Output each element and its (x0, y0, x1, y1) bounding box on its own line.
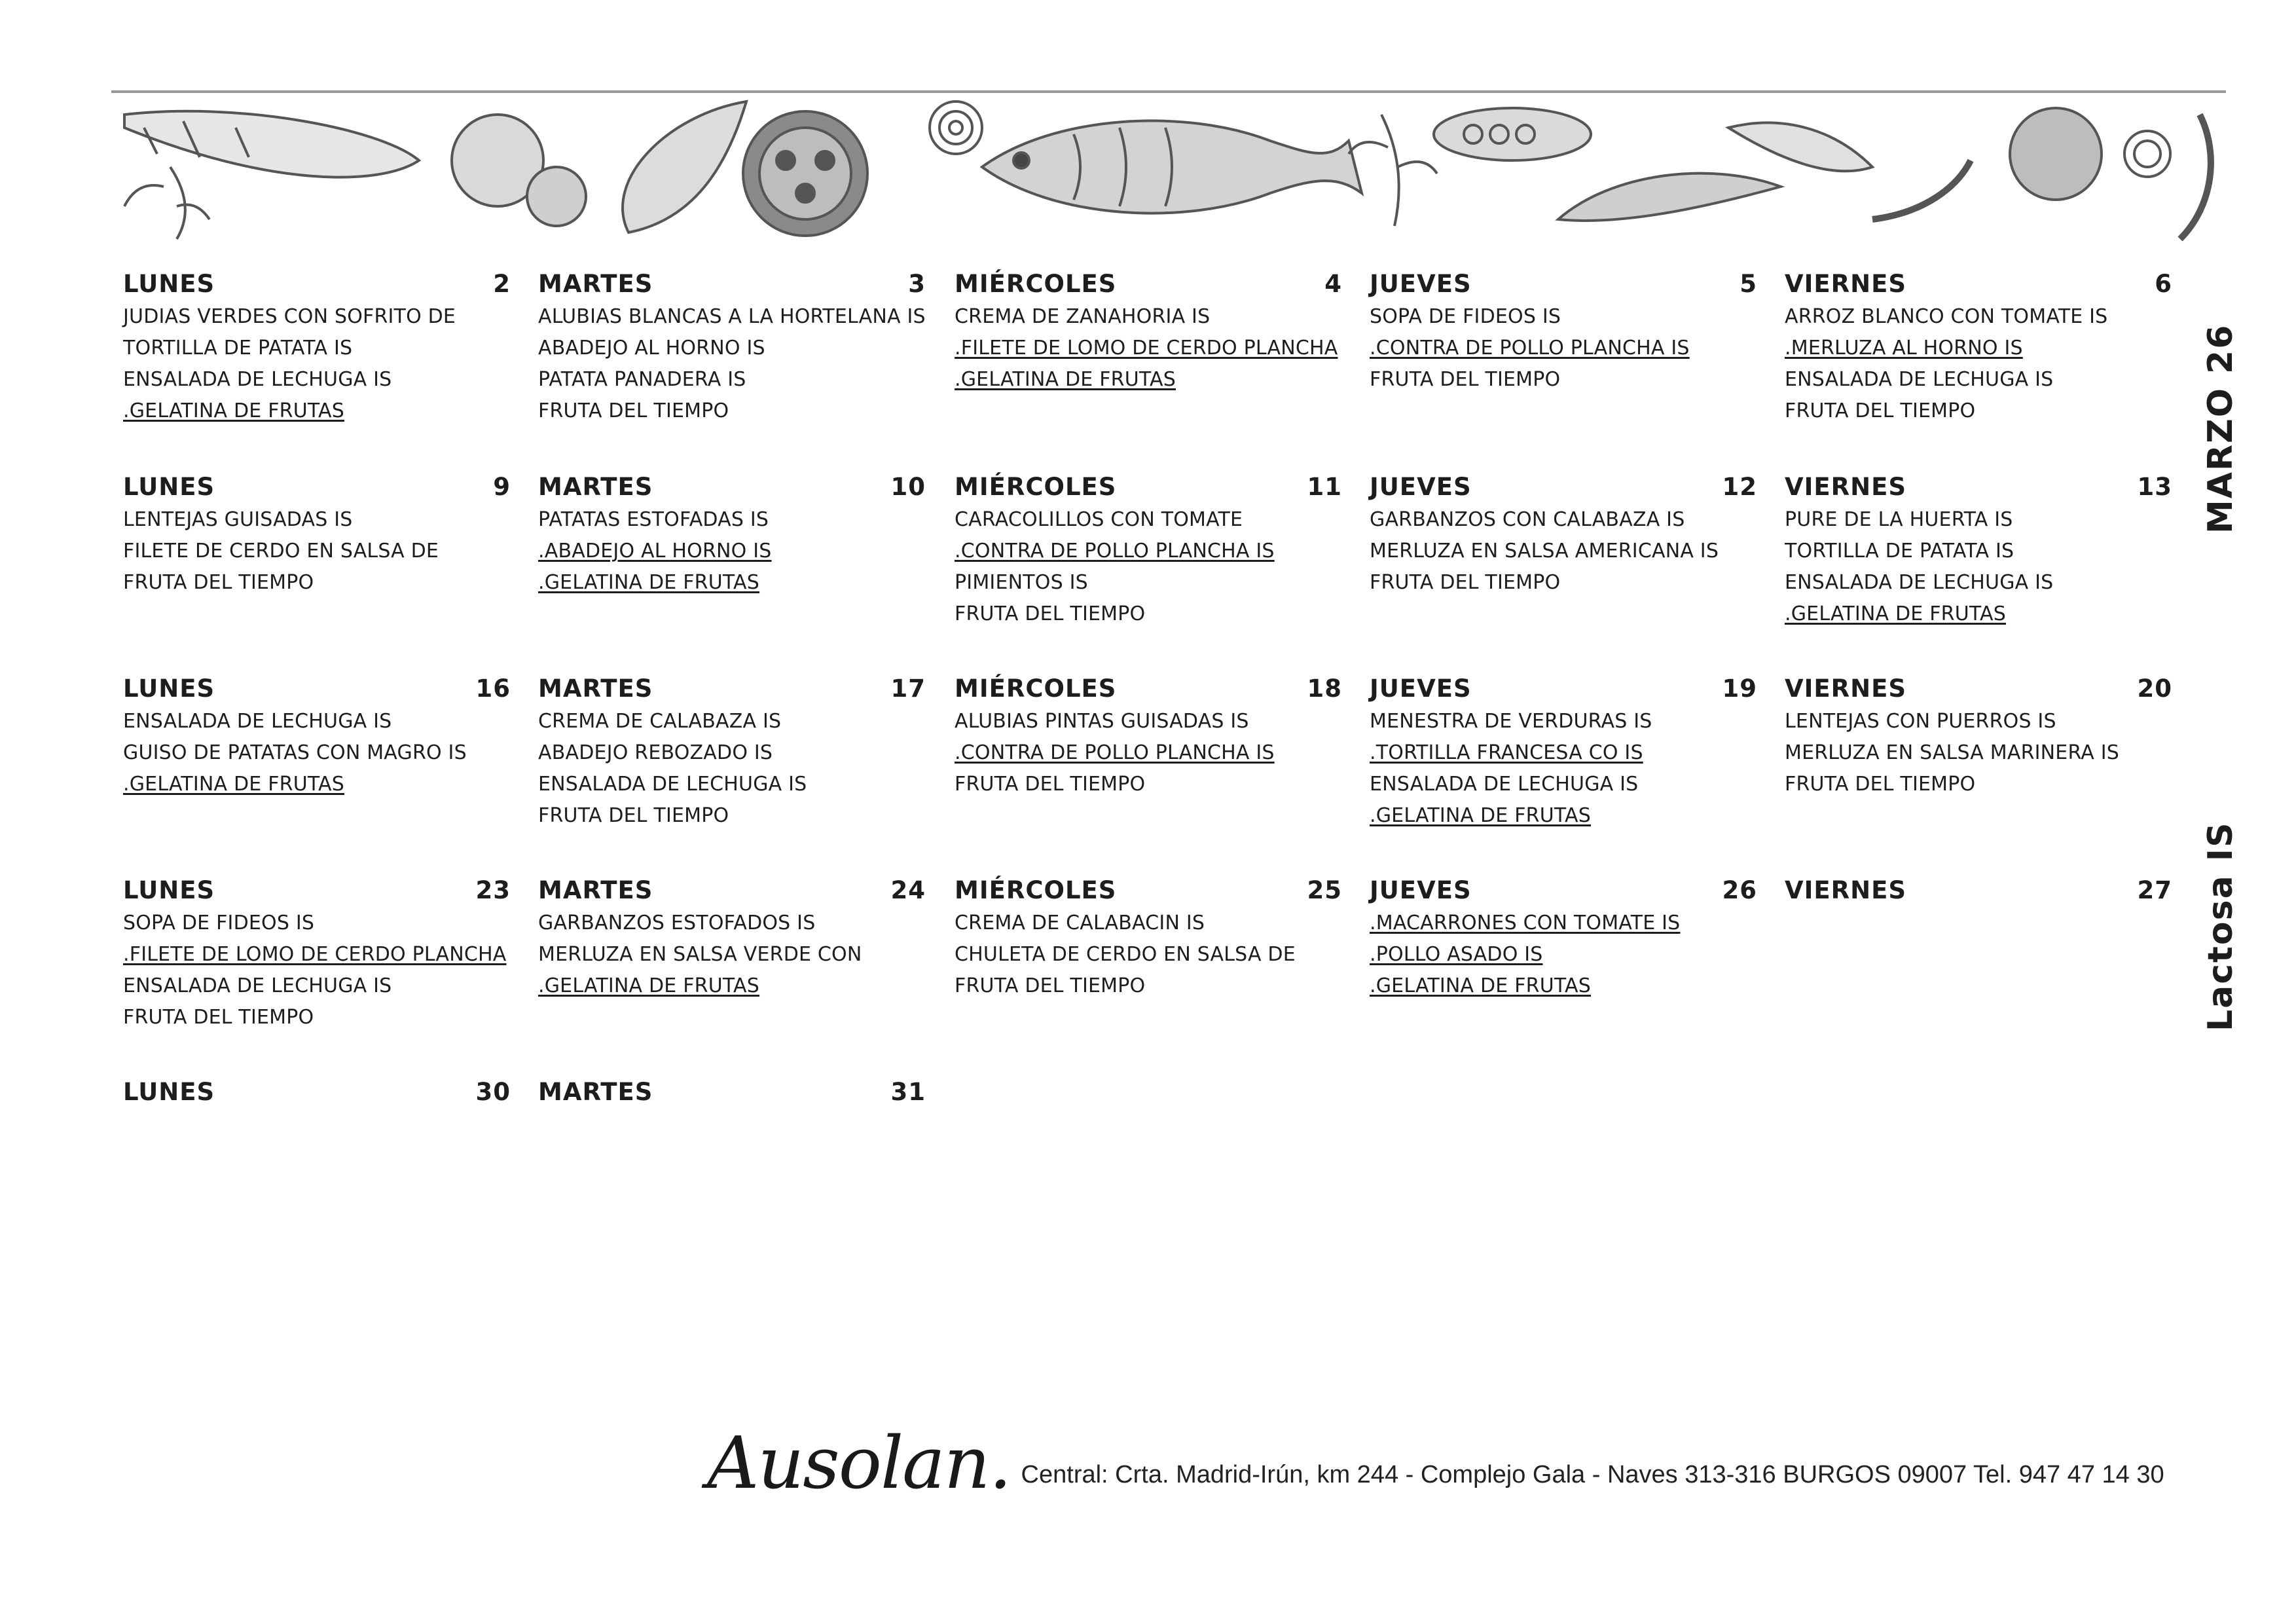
menu-dish: .GELATINA DE FRUTAS (123, 773, 345, 796)
menu-dish: CARACOLILLOS CON TOMATE (955, 508, 1243, 531)
menu-dish: PIMIENTOS IS (955, 571, 1088, 594)
menu-dish: MERLUZA EN SALSA AMERICANA IS (1370, 540, 1719, 563)
menu-dish: ALUBIAS BLANCAS A LA HORTELANA IS (538, 305, 926, 328)
day-number: 12 (1722, 473, 1757, 501)
day-name: LUNES (123, 674, 215, 703)
day-jueves-19 (1370, 674, 1762, 832)
day-number: 17 (890, 674, 926, 703)
day-header (955, 473, 1347, 504)
day-name: MIÉRCOLES (955, 473, 1117, 501)
day-header (955, 876, 1347, 908)
day-number: 6 (2155, 270, 2172, 298)
day-viernes-6 (1785, 270, 2178, 427)
food-illustration-banner (105, 88, 2232, 246)
menu-dish: GUISO DE PATATAS CON MAGRO IS (123, 741, 467, 764)
day-lunes-2 (123, 270, 516, 427)
menu-dish: JUDIAS VERDES CON SOFRITO DE (123, 305, 456, 328)
day-header (123, 876, 516, 908)
company-address: Central: Crta. Madrid-Irún, km 244 - Complejo Gala - Naves 313-316 BURGOS 09007 Tel. 947 47 14 30 (1021, 1461, 2164, 1488)
day-jueves-26 (1370, 876, 1762, 1002)
day-lunes-9 (123, 473, 516, 599)
menu-dish: .GELATINA DE FRUTAS (955, 368, 1176, 391)
menu-dish: FRUTA DEL TIEMPO (538, 804, 729, 827)
menu-dish: ABADEJO AL HORNO IS (538, 337, 765, 360)
day-header (123, 270, 516, 301)
menu-dish: FRUTA DEL TIEMPO (955, 974, 1146, 997)
menu-dish: CREMA DE CALABAZA IS (538, 710, 782, 733)
day-viernes-27 (1785, 876, 2178, 908)
menu-dish: .ABADEJO AL HORNO IS (538, 540, 772, 563)
day-name: MARTES (538, 876, 653, 904)
day-name: LUNES (123, 1078, 215, 1106)
day-viernes-20 (1785, 674, 2178, 800)
menu-dish: .GELATINA DE FRUTAS (538, 571, 760, 594)
day-number: 13 (2137, 473, 2172, 501)
day-lunes-16 (123, 674, 516, 800)
day-name: LUNES (123, 876, 215, 904)
day-header (538, 876, 931, 908)
day-name: VIERNES (1785, 473, 1907, 501)
day-name: MARTES (538, 674, 653, 703)
menu-dish: .GELATINA DE FRUTAS (538, 974, 760, 997)
day-header (1785, 473, 2178, 504)
menu-dish: SOPA DE FIDEOS IS (123, 912, 315, 934)
day-header (123, 1078, 516, 1109)
menu-dish: ENSALADA DE LECHUGA IS (1370, 773, 1639, 796)
menu-dish: .MERLUZA AL HORNO IS (1785, 337, 2023, 360)
day-name: LUNES (123, 473, 215, 501)
day-martes-3 (538, 270, 931, 427)
menu-dish: GARBANZOS ESTOFADOS IS (538, 912, 816, 934)
menu-dish: .POLLO ASADO IS (1370, 943, 1543, 966)
day-name: JUEVES (1370, 473, 1472, 501)
menu-dish: GARBANZOS CON CALABAZA IS (1370, 508, 1685, 531)
day-header (1785, 876, 2178, 908)
menu-dish: PATATA PANADERA IS (538, 368, 746, 391)
logo-dot: . (989, 1421, 1011, 1505)
menu-dish: LENTEJAS GUISADAS IS (123, 508, 353, 531)
day-number: 27 (2137, 876, 2172, 904)
day-number: 2 (493, 270, 511, 298)
day-number: 9 (493, 473, 511, 501)
day-miercoles-11 (955, 473, 1347, 630)
day-header (1370, 876, 1762, 908)
menu-dish: ENSALADA DE LECHUGA IS (123, 368, 392, 391)
menu-dish: .MACARRONES CON TOMATE IS (1370, 912, 1681, 934)
day-lunes-23 (123, 876, 516, 1033)
menu-dish: FRUTA DEL TIEMPO (955, 602, 1146, 625)
day-jueves-5 (1370, 270, 1762, 396)
day-header (123, 473, 516, 504)
day-number: 25 (1307, 876, 1342, 904)
menu-dish: ENSALADA DE LECHUGA IS (123, 710, 392, 733)
menu-dish: FRUTA DEL TIEMPO (123, 1006, 314, 1029)
menu-dish: ENSALADA DE LECHUGA IS (1785, 571, 2054, 594)
day-martes-31 (538, 1078, 931, 1109)
day-name: JUEVES (1370, 674, 1472, 703)
day-jueves-12 (1370, 473, 1762, 599)
day-name: VIERNES (1785, 270, 1907, 298)
day-number: 18 (1307, 674, 1342, 703)
menu-dish: FRUTA DEL TIEMPO (538, 399, 729, 422)
day-number: 30 (475, 1078, 511, 1106)
day-name: MARTES (538, 1078, 653, 1106)
menu-dish: .GELATINA DE FRUTAS (123, 399, 345, 422)
day-header (955, 674, 1347, 706)
menu-dish: .GELATINA DE FRUTAS (1370, 974, 1592, 997)
day-header (955, 270, 1347, 301)
menu-dish: MENESTRA DE VERDURAS IS (1370, 710, 1652, 733)
menu-dish: CHULETA DE CERDO EN SALSA DE (955, 943, 1296, 966)
day-number: 16 (475, 674, 511, 703)
day-name: JUEVES (1370, 876, 1472, 904)
day-header (538, 270, 931, 301)
day-name: VIERNES (1785, 674, 1907, 703)
day-header (1370, 473, 1762, 504)
menu-dish: ABADEJO REBOZADO IS (538, 741, 773, 764)
menu-dish: ALUBIAS PINTAS GUISADAS IS (955, 710, 1249, 733)
menu-dish: PURE DE LA HUERTA IS (1785, 508, 2013, 531)
day-number: 31 (890, 1078, 926, 1106)
menu-dish: .CONTRA DE POLLO PLANCHA IS (1370, 337, 1690, 360)
menu-dish: ENSALADA DE LECHUGA IS (1785, 368, 2054, 391)
footer (707, 1421, 2164, 1505)
menu-dish: CREMA DE CALABACIN IS (955, 912, 1205, 934)
menu-dish: FILETE DE CERDO EN SALSA DE (123, 540, 439, 563)
menu-dish: SOPA DE FIDEOS IS (1370, 305, 1561, 328)
menu-dish: FRUTA DEL TIEMPO (955, 773, 1146, 796)
day-header (1370, 674, 1762, 706)
menu-dish: ENSALADA DE LECHUGA IS (123, 974, 392, 997)
day-martes-10 (538, 473, 931, 599)
day-header (538, 1078, 931, 1109)
menu-dish: .GELATINA DE FRUTAS (1370, 804, 1592, 827)
day-number: 4 (1324, 270, 1342, 298)
day-lunes-30 (123, 1078, 516, 1109)
menu-dish: .GELATINA DE FRUTAS (1785, 602, 2007, 625)
day-miercoles-18 (955, 674, 1347, 800)
menu-dish: TORTILLA DE PATATA IS (1785, 540, 2014, 563)
day-number: 11 (1307, 473, 1342, 501)
day-number: 20 (2137, 674, 2172, 703)
day-header (1370, 270, 1762, 301)
day-martes-24 (538, 876, 931, 1002)
menu-dish: FRUTA DEL TIEMPO (1370, 571, 1561, 594)
day-name: MIÉRCOLES (955, 876, 1117, 904)
menu-dish: ARROZ BLANCO CON TOMATE IS (1785, 305, 2108, 328)
day-number: 26 (1722, 876, 1757, 904)
day-name: JUEVES (1370, 270, 1472, 298)
menu-dish: ENSALADA DE LECHUGA IS (538, 773, 807, 796)
day-name: VIERNES (1785, 876, 1907, 904)
day-header (538, 674, 931, 706)
day-number: 19 (1722, 674, 1757, 703)
menu-dish: .FILETE DE LOMO DE CERDO PLANCHA (955, 337, 1338, 360)
menu-dish: .FILETE DE LOMO DE CERDO PLANCHA (123, 943, 507, 966)
month-label: MARZO 26 (2201, 323, 2240, 534)
menu-dish: MERLUZA EN SALSA VERDE CON (538, 943, 862, 966)
day-name: MIÉRCOLES (955, 270, 1117, 298)
day-header (538, 473, 931, 504)
day-number: 3 (908, 270, 926, 298)
menu-dish: FRUTA DEL TIEMPO (1785, 399, 1976, 422)
day-number: 24 (890, 876, 926, 904)
day-number: 10 (890, 473, 926, 501)
menu-dish: CREMA DE ZANAHORIA IS (955, 305, 1211, 328)
day-miercoles-25 (955, 876, 1347, 1002)
menu-dish: PATATAS ESTOFADAS IS (538, 508, 769, 531)
menu-dish: FRUTA DEL TIEMPO (1785, 773, 1976, 796)
day-header (1785, 674, 2178, 706)
menu-dish: .CONTRA DE POLLO PLANCHA IS (955, 540, 1275, 563)
menu-dish: .CONTRA DE POLLO PLANCHA IS (955, 741, 1275, 764)
day-number: 5 (1740, 270, 1757, 298)
day-miercoles-4 (955, 270, 1347, 396)
menu-dish: FRUTA DEL TIEMPO (123, 571, 314, 594)
day-martes-17 (538, 674, 931, 832)
menu-dish: LENTEJAS CON PUERROS IS (1785, 710, 2056, 733)
ausolan-logo: Ausolan (707, 1421, 989, 1505)
day-header (1785, 270, 2178, 301)
day-name: MIÉRCOLES (955, 674, 1117, 703)
menu-dish: TORTILLA DE PATATA IS (123, 337, 353, 360)
menu-dish: FRUTA DEL TIEMPO (1370, 368, 1561, 391)
diet-label: Lactosa IS (2201, 821, 2240, 1031)
day-header (123, 674, 516, 706)
day-name: LUNES (123, 270, 215, 298)
menu-dish: .TORTILLA FRANCESA CO IS (1370, 741, 1643, 764)
day-name: MARTES (538, 473, 653, 501)
day-viernes-13 (1785, 473, 2178, 630)
day-name: MARTES (538, 270, 653, 298)
menu-dish: MERLUZA EN SALSA MARINERA IS (1785, 741, 2120, 764)
day-number: 23 (475, 876, 511, 904)
